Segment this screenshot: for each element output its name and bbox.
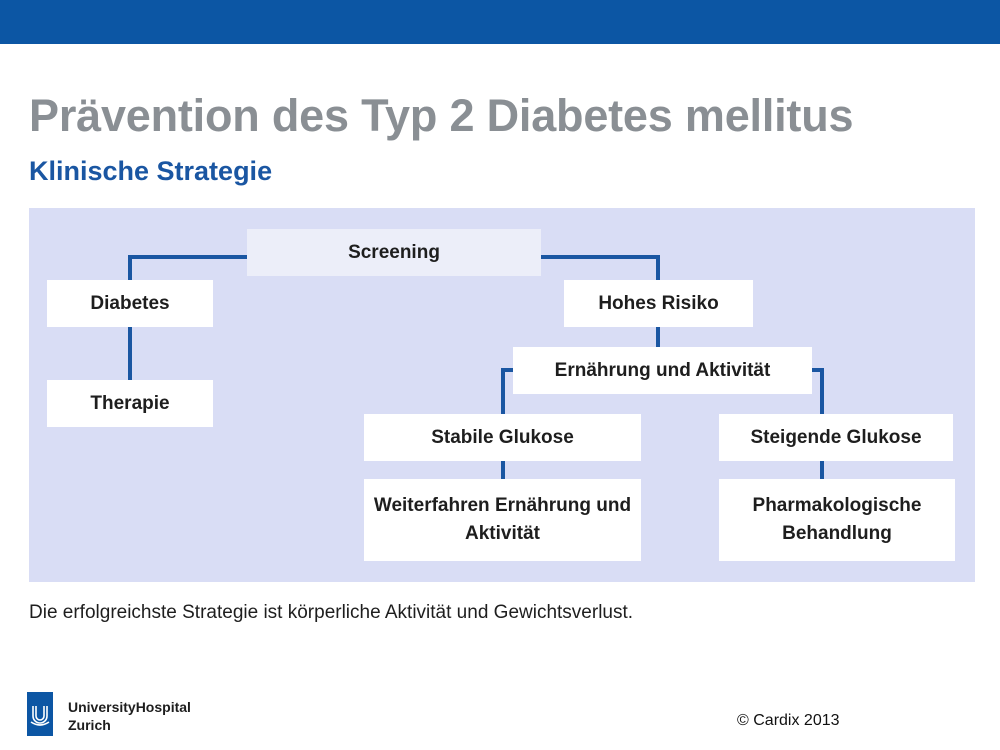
page-title: Prävention des Typ 2 Diabetes mellitus bbox=[29, 90, 854, 141]
logo-text bbox=[68, 698, 191, 734]
node-pharmakologisch-line1: Pharmakologische bbox=[752, 495, 922, 516]
node-hohes-risiko bbox=[564, 280, 753, 327]
node-diabetes-label: Diabetes bbox=[90, 292, 170, 314]
node-therapie bbox=[47, 380, 213, 427]
node-stabile-glukose bbox=[364, 414, 641, 461]
node-weiterfahren-line1: Weiterfahren Ernährung und bbox=[373, 495, 632, 516]
node-diabetes bbox=[47, 280, 213, 327]
node-weiterfahren bbox=[364, 479, 641, 561]
node-screening bbox=[247, 229, 541, 276]
node-hohes-risiko-label: Hohes Risiko bbox=[598, 292, 719, 314]
node-stabile-glukose-label: Stabile Glukose bbox=[431, 426, 574, 448]
logo-line2: Zurich bbox=[68, 717, 111, 733]
node-pharmakologisch bbox=[719, 479, 955, 561]
node-steigende-glukose bbox=[719, 414, 953, 461]
logo-line1: UniversityHospital bbox=[68, 699, 191, 715]
footer-note: Die erfolgreichste Strategie ist körperliche Aktivität und Gewichtsverlust. bbox=[29, 602, 634, 623]
node-therapie-label: Therapie bbox=[90, 392, 170, 414]
node-ernaehrung-label: Ernährung und Aktivität bbox=[554, 359, 771, 381]
top-bar bbox=[0, 0, 1000, 44]
university-hospital-logo-icon bbox=[27, 692, 53, 736]
page-subtitle: Klinische Strategie bbox=[29, 156, 273, 186]
node-pharmakologisch-line2: Behandlung bbox=[782, 523, 892, 544]
node-weiterfahren-line2: Aktivität bbox=[465, 523, 540, 544]
node-steigende-glukose-label: Steigende Glukose bbox=[750, 426, 922, 448]
copyright: © Cardix 2013 bbox=[737, 712, 840, 729]
node-ernaehrung-aktivitaet bbox=[513, 347, 812, 394]
node-screening-label: Screening bbox=[348, 241, 440, 263]
